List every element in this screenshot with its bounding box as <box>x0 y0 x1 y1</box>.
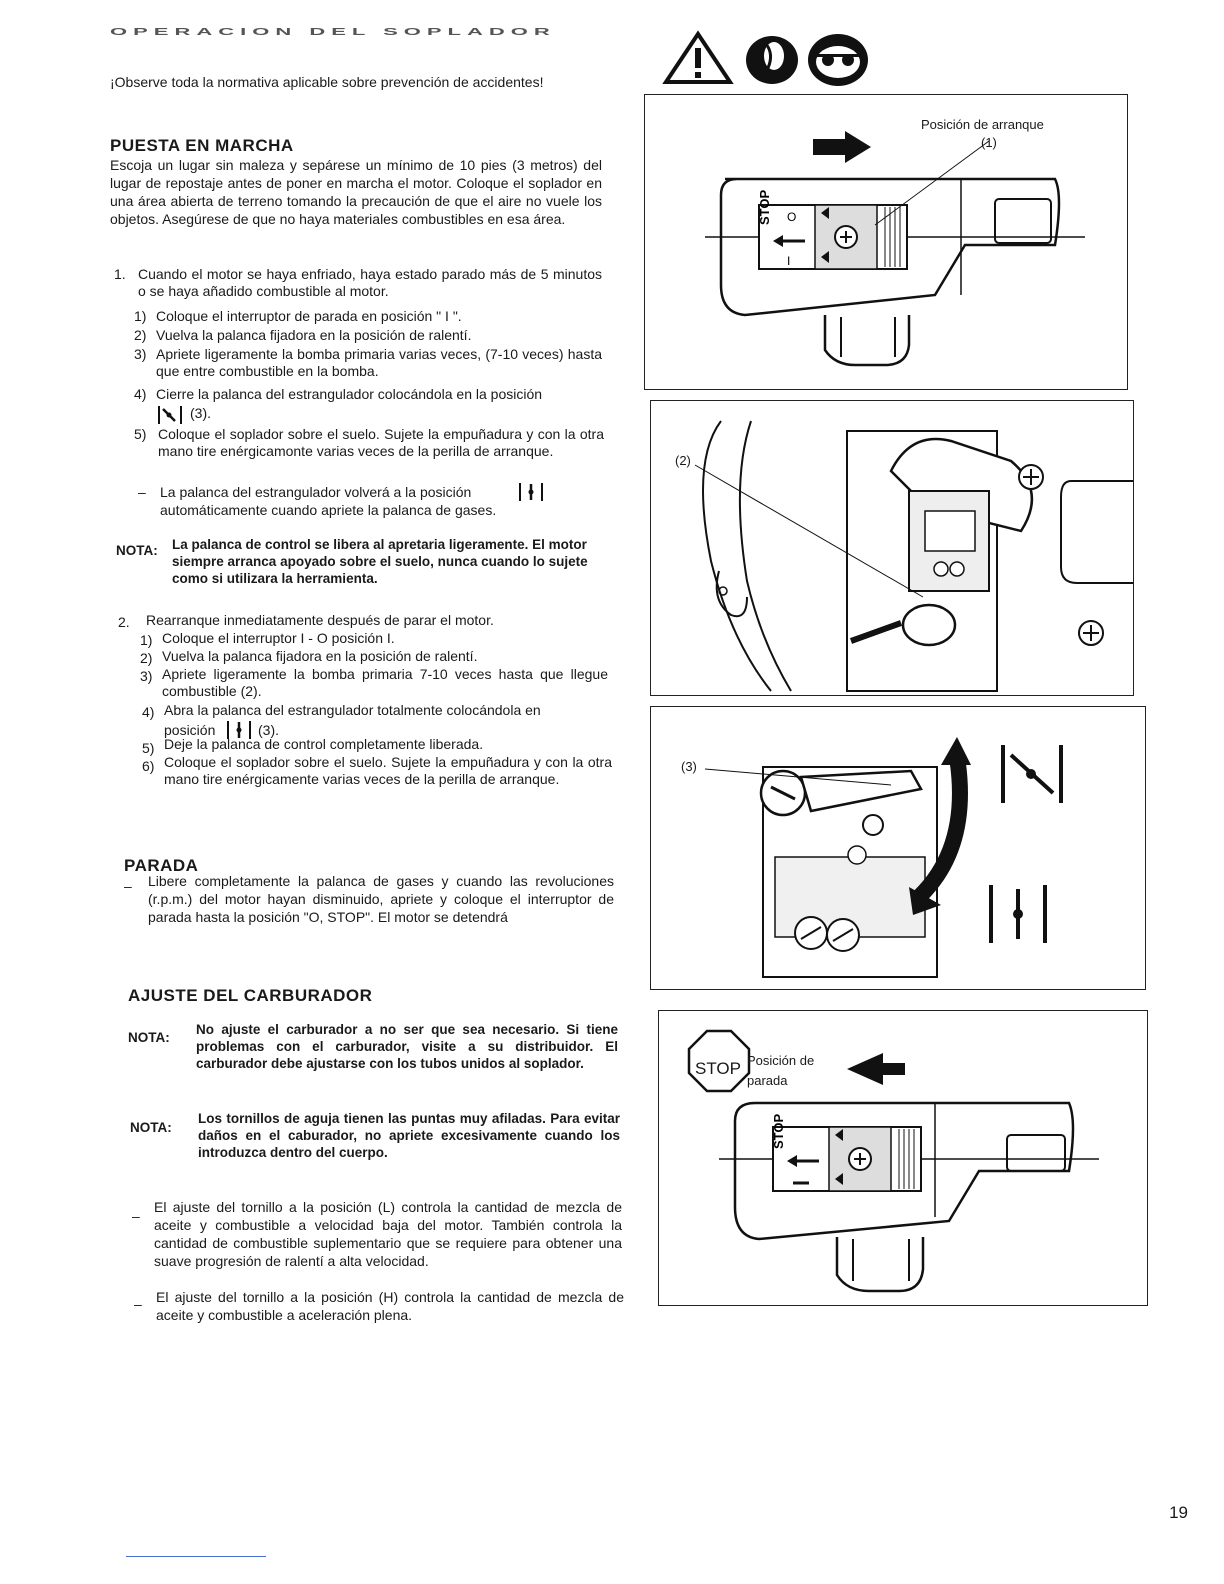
step2-sub-text: Coloque el interruptor I - O posición I. <box>162 630 395 646</box>
figure-start-position <box>644 94 1128 390</box>
nota3-label: NOTA: <box>130 1120 172 1135</box>
figure-stop-position <box>658 1010 1148 1306</box>
step1-sub-text: Coloque el soplador sobre el suelo. Sujete la empuñadura y con la otra mano tire enérgicamonte varias veces de la perilla de arranque. <box>158 426 604 459</box>
ajuste-bullet-dash: – <box>134 1296 142 1312</box>
step2-sub-num: 4) <box>142 704 155 720</box>
page-number: 19 <box>1169 1503 1188 1522</box>
warning-triangle-icon <box>666 34 730 82</box>
step2-sub-text: Deje la palanca de control completamente liberada. <box>164 736 484 752</box>
stop-position-label-2: parada <box>747 1073 788 1088</box>
ajuste-bullet-text: El ajuste del tornillo a la posición (L) controla la cantidad de mezcla de aceite y combustible a velocidad baja del motor. También controla la cantidad de combustible suplementario que se requiere para obtener una suave progresión de ralentí a alta velocidad. <box>154 1199 622 1269</box>
eye-protection-icon <box>808 34 868 86</box>
callout-1: (1) <box>981 135 997 150</box>
choke-closed-symbol <box>1003 745 1061 803</box>
step1-sub-text: Cierre la palanca del estrangulador colocándola en la posición <box>156 386 543 402</box>
footer-line <box>126 1556 266 1557</box>
heading-parada: PARADA <box>124 856 199 875</box>
step2-sub-num: 6) <box>142 758 155 774</box>
step2-sub-text: (3). <box>258 722 279 738</box>
warning-icons <box>662 30 922 90</box>
nota3-text: Los tornillos de aguja tienen las puntas muy afiladas. Para evitar daños en el caburador, no apriete excesivamente cuando los introduzca dentro del cuerpo. <box>198 1111 620 1160</box>
nota2-label: NOTA: <box>128 1030 170 1045</box>
step1-number: 1. <box>114 266 126 282</box>
nota1-label: NOTA: <box>116 543 158 558</box>
step2-sub-num: 3) <box>140 668 153 684</box>
puesta-paragraph: Escoja un lugar sin maleza y sepárese un mínimo de 10 pies (3 metros) del lugar de repostaje antes de poner en marcha el motor. Coloque el soplador en una área abierta de terreno tomando la precaución de que el aire no vuele los objetos. Asegúrese de que no haya materiales combustibles en esa área. <box>110 157 602 227</box>
step2-sub-text: Coloque el soplador sobre el suelo. Sujete la empuñadura y con la otra mano tire enérgicamente varias veces de la perilla de arranque. <box>164 754 612 787</box>
i-label: I <box>787 254 791 268</box>
callout-2: (2) <box>675 453 691 468</box>
step1-text: Cuando el motor se haya enfriado, haya estado parado más de 5 minutos o se haya añadido combustible al motor. <box>138 266 602 299</box>
step2-sub-text: posición <box>164 722 216 738</box>
ajuste-bullet-text: El ajuste del tornillo a la posición (H) controla la cantidad de mezcla de aceite y combustible a aceleración plena. <box>156 1289 624 1323</box>
heading-puesta-en-marcha: PUESTA EN MARCHA <box>110 136 294 155</box>
parada-text: Libere completamente la palanca de gases y cuando las revoluciones (r.p.m.) del motor hayan disminuido, apriete y coloque el interruptor de parada hasta la posición "O, STOP". El motor se detendrá <box>148 873 614 925</box>
step1-sub-text: automáticamente cuando apriete la palanca de gases. <box>160 502 497 518</box>
o-label: O <box>787 210 797 224</box>
stop-label: STOP <box>771 1113 786 1149</box>
nota2-text: No ajuste el carburador a no ser que sea necesario. Si tiene problemas con el carburador, visite a su distribuidor. El carburador debe ajustarse con los tubos unidos al soplador. <box>196 1022 618 1071</box>
section-title: OPERACION DEL SOPLADOR <box>110 26 556 38</box>
ajuste-bullet-dash: – <box>132 1208 140 1224</box>
figure-primer-bulb <box>650 400 1134 696</box>
start-position-label: Posición de arranque <box>921 117 1044 132</box>
heading-ajuste-carburador: AJUSTE DEL CARBURADOR <box>128 986 373 1005</box>
step1-sub-num: 4) <box>134 386 147 402</box>
step1-sub-num: 2) <box>134 327 147 343</box>
step2-sub-num: 2) <box>140 650 153 666</box>
parada-dash: – <box>124 878 132 894</box>
stop-position-label-1: Posición de <box>747 1053 815 1068</box>
arrow-right-icon <box>813 131 871 163</box>
step2-sub-num: 5) <box>142 740 155 756</box>
step1-sub-num: – <box>138 484 146 500</box>
figure-choke-lever <box>650 706 1146 990</box>
step1-sub-num: 1) <box>134 308 147 324</box>
step1-sub-num: 3) <box>134 346 147 362</box>
nota1-text: La palanca de control se libera al apretaria ligeramente. El motor siempre arranca apoyado sobre el suelo, nunca cuando lo sujete como si utilizara la herramienta. <box>172 537 588 586</box>
choke-open-symbol <box>991 885 1045 943</box>
step1-sub-text: (3). <box>190 405 211 421</box>
step2-sub-text: Abra la palanca del estrangulador totalmente colocándola en <box>164 702 541 718</box>
callout-3: (3) <box>681 759 697 774</box>
step1-sub-text: La palanca del estrangulador volverá a la posición <box>160 484 472 500</box>
step1-sub-text: Apriete ligeramente la bomba primaria varias veces, (7-10 veces) hasta que entre combustible en la bomba. <box>156 346 602 379</box>
stop-sign-text: STOP <box>695 1059 741 1078</box>
step1-sub-text: Coloque el interruptor de parada en posición " I ". <box>156 308 462 324</box>
stop-label: STOP <box>757 189 772 225</box>
step2-number: 2. <box>118 614 130 630</box>
step2-sub-num: 1) <box>140 632 153 648</box>
step2-sub-text: Apriete ligeramente la bomba primaria 7-10 veces hasta que llegue combustible (2). <box>162 666 608 699</box>
step1-sub-text: Vuelva la palanca fijadora en la posición de ralentí. <box>156 327 472 343</box>
safety-intro: ¡Observe toda la normativa aplicable sobre prevención de accidentes! <box>110 74 544 90</box>
step1-sub-num: 5) <box>134 426 147 442</box>
arrow-left-icon <box>847 1053 905 1085</box>
step2-sub-text: Vuelva la palanca fijadora en la posición de ralentí. <box>162 648 478 664</box>
ear-protection-icon <box>746 36 798 84</box>
step2-text: Rearranque inmediatamente después de parar el motor. <box>146 612 494 628</box>
